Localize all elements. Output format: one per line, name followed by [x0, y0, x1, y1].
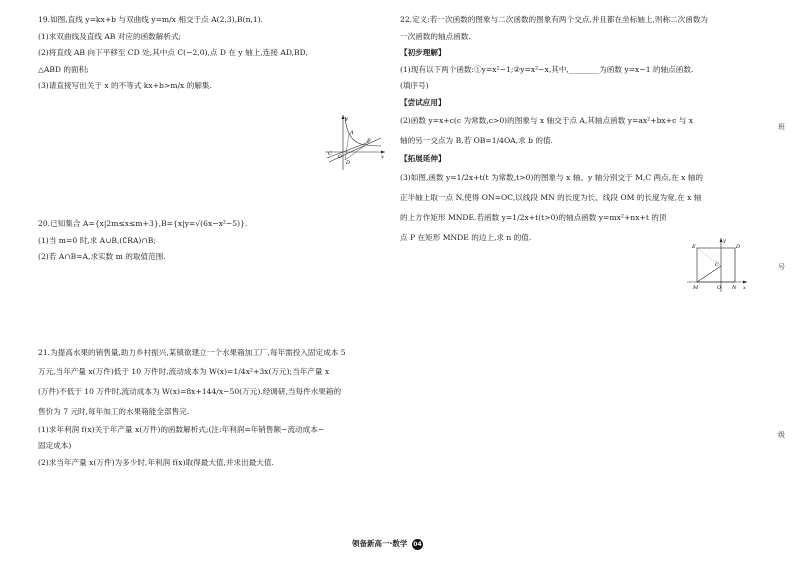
margin-mark-middle: 号	[778, 263, 785, 271]
q19-line-2: (1)求双曲线及直线 AB 对应的函数解析式;	[38, 31, 182, 41]
question-22	[400, 12, 750, 248]
q21-line-1: 21.为提高水果的销售量,助力乡村振兴,某镇欲建立一个水果箱加工厂,每年需投入固定成本 5	[38, 348, 346, 357]
q21-line-2: 万元,当年产量 x(万件)低于 10 万件时,流动成本为 W(x)=1/4x²+3x(万元);当年产量 x	[38, 366, 330, 376]
question-21	[38, 345, 388, 471]
fig22-label-o: O	[717, 285, 722, 291]
q20-line-1: 20.已知集合 A={x|2m≤x≤m+3},B={x|y=√(6x−x²−5)}.	[38, 219, 248, 228]
margin-mark-top: 班	[778, 123, 785, 131]
q22-sec3-line-3: 的上方作矩形 MNDE.若函数 y=1/2x+t(t>0)的轴点函数 y=mx²+nx+t 的顶	[400, 212, 667, 222]
question-19	[38, 12, 388, 95]
q22-intro-2: 一次函数的轴点函数.	[400, 31, 471, 41]
q22-sec1-line-1: (1)现有以下两个函数:①y=x²−1;②y=x²−x,其中,________为函数 y=x−1 的轴点函数.	[400, 64, 694, 74]
fig19-label-d: D	[346, 160, 351, 166]
q22-section-1-title: 【初步理解】	[400, 48, 446, 57]
page-number: 04	[413, 540, 422, 548]
q22-sec1-line-2: (填序号)	[400, 81, 429, 90]
q22-sec2-line-2: 轴的另一交点为 B,若 OB=1/4OA,求 b 的值.	[400, 136, 553, 145]
q19-line-1: 19.如图,直线 y=kx+b 与双曲线 y=m/x 相交于点 A(2,3),B(n,1).	[38, 15, 264, 24]
fig22-label-d: D	[736, 244, 741, 250]
fig19-label-b: B	[367, 138, 371, 144]
q19-line-4: △ABD 的面积;	[38, 64, 89, 74]
q19-line-3: (2)将直线 AB 向下平移至 CD 处,其中点 C(−2,0),点 D 在 y 轴上,连接 AD,BD,	[38, 48, 308, 57]
fig19-label-c: C	[328, 151, 332, 157]
q20-line-2: (1)当 m=0 时,求 A∪B,(∁RA)∩B;	[38, 235, 156, 245]
q21-line-3: (万件)不低于 10 万件时,流动成本为 W(x)=8x+144/x−50(万元).经调研,当每件水果箱的	[38, 386, 342, 396]
fig22-label-e: E	[692, 244, 696, 250]
fig22-label-n: N	[732, 285, 737, 291]
fig19-label-a: A	[350, 130, 354, 136]
fig22-label-x: x	[743, 285, 746, 291]
q22-sec3-line-4: 点 P 在矩形 MNDE 的边上,求 n 的值.	[400, 232, 532, 242]
q22-intro-1: 22.定义:若一次函数的图象与二次函数的图象有两个交点,并且都在坐标轴上,则称二次函数为	[400, 15, 709, 24]
q22-section-3-title: 【拓展延伸】	[400, 154, 446, 163]
q19-line-5: (3)请直接写出关于 x 的不等式 kx+b>m/x 的解集.	[38, 81, 212, 90]
margin-mark-bottom: 级	[778, 431, 785, 439]
q21-line-5: (1)求年利润 f(x)关于年产量 x(万件)的函数解析式;(注:年利润=年销售额−流动成本−	[38, 424, 325, 434]
q21-line-6: 固定成本)	[38, 441, 72, 450]
q22-figure	[685, 236, 750, 294]
q20-line-3: (2)若 A∩B=A,求实数 m 的取值范围.	[38, 252, 166, 261]
fig22-label-m: M	[693, 285, 699, 291]
fig19-label-x: x	[381, 154, 384, 160]
q22-sec3-line-1: (3)如图,函数 y=1/2x+t(t 为常数,t>0)的图象与 x 轴、y 轴分别交于 M,C 两点,在 x 轴的	[400, 172, 704, 182]
page-footer	[352, 538, 423, 550]
q22-section-2-title: 【尝试应用】	[400, 97, 446, 107]
fig19-label-o: O	[338, 154, 343, 160]
fig22-label-y: y	[723, 238, 726, 244]
q19-figure	[323, 112, 388, 172]
fig22-label-c: C	[715, 262, 719, 268]
q21-line-7: (2)求当年产量 x(万件)为多少时,年利润 f(x)取得最大值,并求出最大值.	[38, 457, 274, 467]
q21-line-4: 售价为 7 元时,每年加工的水果箱能全部售完.	[38, 406, 190, 416]
question-20	[38, 216, 388, 266]
footer-title: 领备新高一·数学	[352, 539, 408, 548]
q22-sec2-line-1: (2)函数 y=x+c(c 为常数,c>0)的图象与 x 轴交于点 A,其轴点函数 y=ax²+bx+c 与 x	[400, 116, 694, 125]
q22-sec3-line-2: 正半轴上取一点 N,使得 ON=OC,以线段 MN 的长度为长、线段 OM 的长度为宽,在 x 轴	[400, 192, 702, 202]
fig19-label-y: y	[345, 116, 348, 122]
